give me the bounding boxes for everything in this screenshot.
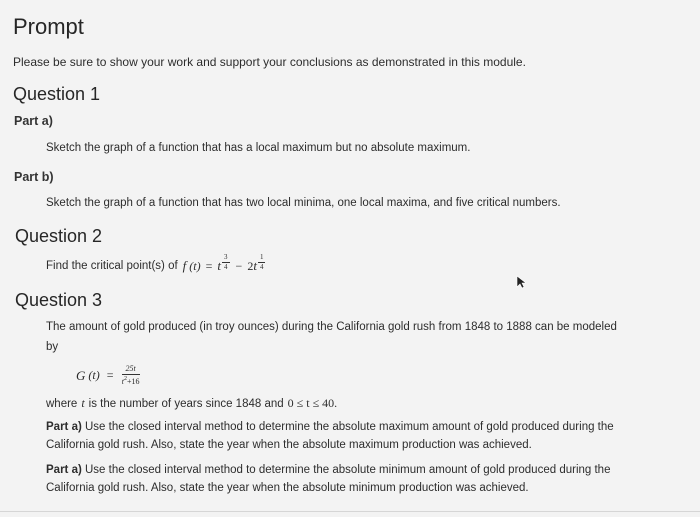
q3-where-range: 0 ≤ t ≤ 40. <box>287 396 338 410</box>
q3-intro-line-2: by <box>46 341 59 353</box>
q2-question-line <box>46 252 265 274</box>
q3-function-name: G <box>76 367 86 383</box>
q2-term2-coef: 2 <box>247 258 254 273</box>
q3-part-a-text-1: Use the closed interval method to determine the absolute maximum amount of gold produced during the <box>85 421 614 433</box>
q2-term1-exp-num: 3 <box>224 252 228 261</box>
q2-term2-exp-num: 1 <box>259 252 264 261</box>
page-title: Prompt <box>13 14 84 39</box>
q3-equals: = <box>106 368 114 382</box>
q1-part-b-label: Part b) <box>14 170 54 184</box>
q3-where-var: t <box>81 396 85 410</box>
q3-part-b-line-2: California gold rush. Also, state the year when the absolute minimum production was achieved. <box>46 482 529 494</box>
bottom-divider <box>0 511 700 512</box>
q3-fraction-numerator: 25t <box>122 365 140 375</box>
q2-equals: = <box>205 258 213 273</box>
q2-term2-base: t <box>253 258 257 273</box>
q3-den-rest: +16 <box>126 377 140 386</box>
instructions-text: Please be sure to show your work and support your conclusions as demonstrated in this module. <box>13 55 526 69</box>
q3-den-base: t <box>121 377 124 386</box>
q3-fraction <box>122 365 140 386</box>
q3-part-a-line-2: California gold rush. Also, state the year when the absolute maximum production was achieved. <box>46 439 532 451</box>
q3-intro-line-1: The amount of gold produced (in troy ounces) during the California gold rush from 1848 to 1888 can be modeled <box>46 321 617 333</box>
q3-where-prefix: where <box>46 398 78 410</box>
q3-fraction-denominator <box>122 375 140 386</box>
q2-text: Find the critical point(s) of <box>46 260 178 272</box>
q1-part-a-label: Part a) <box>14 114 53 128</box>
mouse-cursor-icon <box>516 275 526 289</box>
q2-term1-exponent <box>222 254 230 271</box>
q3-part-b-label: Part a) <box>46 464 82 476</box>
q2-function-arg: (t) <box>189 258 201 273</box>
q2-term2-exp-den: 4 <box>259 262 264 271</box>
q2-minus: − <box>235 258 243 273</box>
question-3-heading: Question 3 <box>15 290 103 310</box>
q1-part-a-text: Sketch the graph of a function that has a local maximum but no absolute maximum. <box>46 142 471 154</box>
q2-term1-exp-den: 4 <box>224 262 228 271</box>
q3-where-mid: is the number of years since 1848 and <box>88 398 284 410</box>
q3-part-b-line-1 <box>46 464 610 476</box>
q3-part-a-line-1 <box>46 421 614 433</box>
q2-term2-exponent <box>258 254 266 271</box>
q3-where-line <box>46 396 337 411</box>
question-1-heading: Question 1 <box>13 84 101 104</box>
q3-part-b-text-1: Use the closed interval method to determine the absolute minimum amount of gold produced during the <box>85 464 611 476</box>
question-2-heading: Question 2 <box>15 226 103 246</box>
q3-function-arg: (t) <box>88 368 100 382</box>
q1-part-b-text: Sketch the graph of a function that has two local minima, one local maxima, and five critical numbers. <box>46 197 561 209</box>
q3-part-a-label: Part a) <box>46 421 82 433</box>
q3-den-exponent: 2 <box>123 376 127 382</box>
q2-function-name: f <box>182 258 187 273</box>
q2-term1-base: t <box>217 258 222 273</box>
q3-function-formula <box>76 365 140 386</box>
